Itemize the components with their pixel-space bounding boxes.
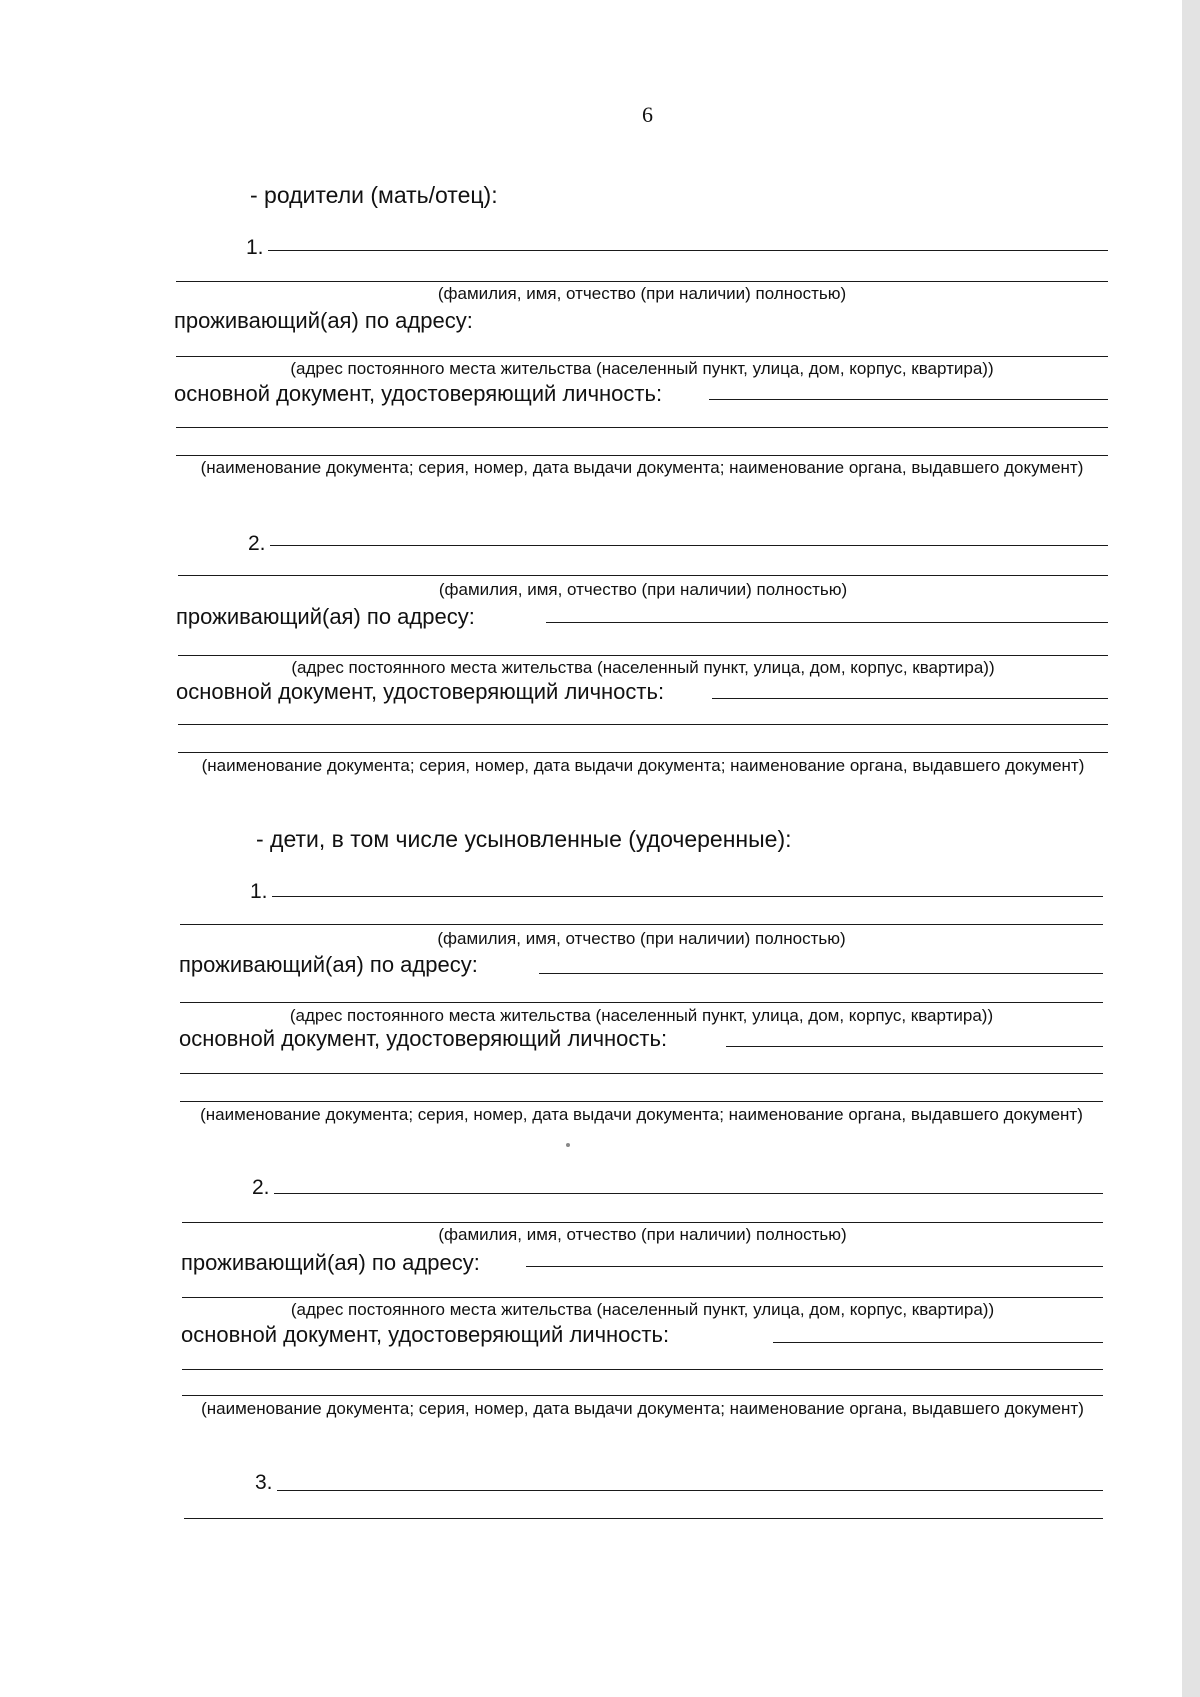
child-1-doc-field[interactable] bbox=[726, 1046, 1103, 1047]
child-2-address-field[interactable] bbox=[526, 1266, 1103, 1267]
parent-1-doc-caption: (наименование документа; серия, номер, дата выдачи документа; наименование органа, выдавшего документ) bbox=[200, 458, 1084, 477]
child-1-doc-caption: (наименование документа; серия, номер, дата выдачи документа; наименование органа, выдавшего документ) bbox=[200, 1105, 1083, 1124]
parent-1-name-field[interactable] bbox=[268, 250, 1108, 251]
page-number: 6 bbox=[642, 102, 653, 127]
child-1-number: 1. bbox=[250, 880, 268, 903]
child-3-number: 3. bbox=[255, 1471, 273, 1494]
parent-2-name-field[interactable] bbox=[270, 545, 1108, 546]
child-2-doc-field[interactable] bbox=[773, 1342, 1103, 1343]
parent-2-address-field[interactable] bbox=[546, 622, 1108, 623]
child-1-address-caption: (адрес постоянного места жительства (населенный пункт, улица, дом, корпус, квартира)) bbox=[289, 1006, 994, 1025]
child-2-address-field-2[interactable] bbox=[182, 1297, 1103, 1298]
parent-2-doc-caption: (наименование документа; серия, номер, дата выдачи документа; наименование органа, выдавшего документ) bbox=[201, 756, 1085, 775]
child-1-doc-field-2[interactable] bbox=[180, 1073, 1103, 1074]
parent-1-name-field-continued[interactable] bbox=[176, 281, 1108, 282]
parent-2-name-field-continued[interactable] bbox=[178, 575, 1108, 576]
parent-1-doc-field-2[interactable] bbox=[176, 427, 1108, 428]
child-3-name-field[interactable] bbox=[277, 1490, 1103, 1491]
parent-2-doc-field[interactable] bbox=[712, 698, 1108, 699]
parent-2-number: 2. bbox=[248, 532, 266, 555]
parent-2-address-caption: (адрес постоянного места жительства (населенный пункт, улица, дом, корпус, квартира)) bbox=[291, 658, 995, 677]
child-2-name-field[interactable] bbox=[274, 1193, 1103, 1194]
child-1-address-field-2[interactable] bbox=[180, 1002, 1103, 1003]
parent-2-doc-field-2[interactable] bbox=[178, 724, 1108, 725]
parent-2-doc-label: основной документ, удостоверяющий личность: bbox=[176, 679, 665, 704]
child-1-address-field[interactable] bbox=[539, 973, 1103, 974]
parent-1-doc-field[interactable] bbox=[709, 399, 1108, 400]
child-2-doc-label: основной документ, удостоверяющий личность: bbox=[181, 1322, 670, 1347]
parent-2-doc-field-3[interactable] bbox=[178, 752, 1108, 753]
child-2-address-label: проживающий(ая) по адресу: bbox=[181, 1250, 480, 1275]
parent-1-doc-field-3[interactable] bbox=[176, 455, 1108, 456]
child-2-doc-field-3[interactable] bbox=[182, 1395, 1103, 1396]
parent-2-address-label: проживающий(ая) по адресу: bbox=[176, 604, 475, 629]
child-2-doc-field-2[interactable] bbox=[182, 1369, 1103, 1370]
parent-1-address-field[interactable] bbox=[176, 356, 1108, 357]
child-2-doc-caption: (наименование документа; серия, номер, дата выдачи документа; наименование органа, выдавшего документ) bbox=[201, 1399, 1084, 1418]
child-2-name-caption: (фамилия, имя, отчество (при наличии) полностью) bbox=[438, 1225, 847, 1244]
children-heading: - дети, в том числе усыновленные (удочеренные): bbox=[256, 826, 792, 852]
parent-2-address-field-2[interactable] bbox=[178, 655, 1108, 656]
child-3-name-field-continued[interactable] bbox=[184, 1518, 1103, 1519]
child-2-number: 2. bbox=[252, 1176, 270, 1199]
child-1-name-field[interactable] bbox=[272, 896, 1103, 897]
child-1-name-field-continued[interactable] bbox=[180, 924, 1103, 925]
parent-2-name-caption: (фамилия, имя, отчество (при наличии) полностью) bbox=[438, 580, 848, 599]
parent-1-address-label: проживающий(ая) по адресу: bbox=[174, 308, 473, 333]
parent-1-address-caption: (адрес постоянного места жительства (населенный пункт, улица, дом, корпус, квартира)) bbox=[290, 359, 994, 378]
parents-heading: - родители (мать/отец): bbox=[250, 182, 498, 208]
child-2-address-caption: (адрес постоянного места жительства (населенный пункт, улица, дом, корпус, квартира)) bbox=[290, 1300, 995, 1319]
parent-1-number: 1. bbox=[246, 236, 264, 259]
scan-speck bbox=[566, 1143, 570, 1147]
child-1-doc-field-3[interactable] bbox=[180, 1101, 1103, 1102]
parent-1-name-caption: (фамилия, имя, отчество (при наличии) полностью) bbox=[437, 284, 847, 303]
parent-1-doc-label: основной документ, удостоверяющий личность: bbox=[174, 381, 663, 406]
child-1-name-caption: (фамилия, имя, отчество (при наличии) полностью) bbox=[437, 929, 846, 948]
child-1-doc-label: основной документ, удостоверяющий личность: bbox=[179, 1026, 668, 1051]
child-2-name-field-continued[interactable] bbox=[182, 1222, 1103, 1223]
child-1-address-label: проживающий(ая) по адресу: bbox=[179, 952, 478, 977]
